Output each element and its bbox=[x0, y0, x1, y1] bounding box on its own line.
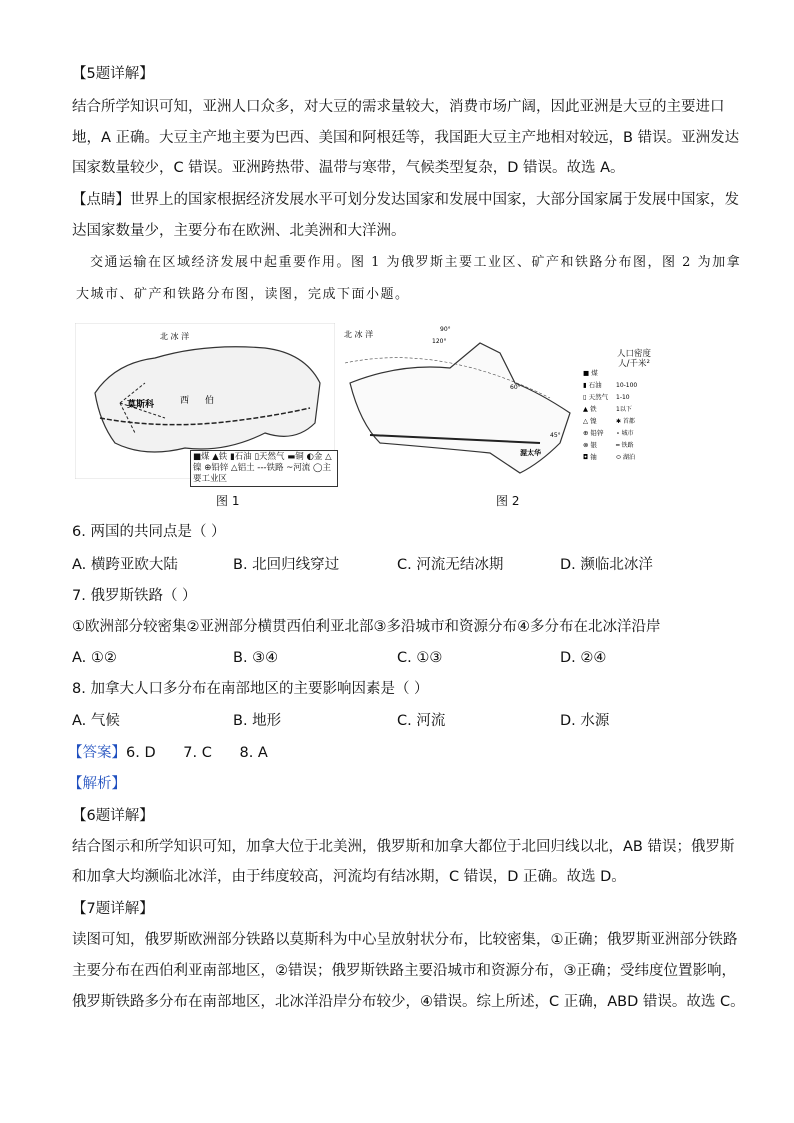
analysis-label: 【解析】 bbox=[68, 776, 126, 792]
question-8-stem: 8. 加拿大人口多分布在南部地区的主要影响因素是（ ） bbox=[72, 681, 429, 697]
q6-option-d: D. 濒临北冰洋 bbox=[560, 557, 653, 573]
q7-line: 主要分布在西伯利亚南部地区，②错误；俄罗斯铁路主要沿城市和资源分布，③正确；受纬度位置影响， bbox=[72, 963, 736, 979]
q7-option-c: C. ①③ bbox=[397, 650, 443, 666]
q7-heading: 【7题详解】 bbox=[72, 901, 154, 917]
map-label: 西 bbox=[180, 396, 190, 406]
q6-heading: 【6题详解】 bbox=[72, 808, 154, 824]
answer-value: 6. D 7. C 8. A bbox=[126, 745, 268, 761]
legend-item: ■ 煤 bbox=[583, 369, 598, 377]
map-label: 90° bbox=[440, 326, 451, 333]
q7-option-d: D. ②④ bbox=[560, 650, 607, 666]
map-label: 45° bbox=[550, 432, 561, 439]
map-label: 渥太华 bbox=[520, 449, 541, 457]
answer-label: 【答案】 bbox=[68, 745, 126, 761]
legend-left bbox=[583, 368, 609, 461]
q6-line: 和加拿大均濒临北冰洋，由于纬度较高，河流均有结冰期，C 错误，D 正确。故选 D。 bbox=[72, 869, 626, 885]
legend-item: ⊕ 铅锌 bbox=[583, 429, 604, 437]
q7-line: 读图可知，俄罗斯欧洲部分铁路以莫斯科为中心呈放射状分布，比较密集，①正确；俄罗斯亚洲部分铁路 bbox=[72, 932, 738, 948]
legend-item: ▯ 天然气 bbox=[583, 393, 609, 401]
legend-item: ⊗ 银 bbox=[583, 441, 598, 449]
map-label: 莫斯科 bbox=[127, 400, 155, 410]
legend-item: ━ 铁路 bbox=[616, 442, 634, 449]
legend-item: ✱ 首都 bbox=[616, 418, 635, 425]
q7-option-a: A. ①② bbox=[72, 650, 117, 666]
q5-line: 地，A 正确。大豆主产地主要为巴西、美国和阿根廷等，我国距大豆主产地相对较远，B 错误。亚洲发达 bbox=[72, 130, 740, 146]
legend-item: 1-10 bbox=[616, 394, 630, 401]
q6-line: 结合图示和所学知识可知，加拿大位于北美洲，俄罗斯和加拿大都位于北回归线以北，AB 错误；俄罗斯 bbox=[72, 839, 735, 855]
legend-item: ▲ 铁 bbox=[583, 405, 597, 413]
q6-option-b: B. 北回归线穿过 bbox=[233, 557, 340, 573]
legend-right bbox=[615, 382, 637, 461]
question-7-stem: 7. 俄罗斯铁路（ ） bbox=[72, 588, 197, 604]
legend-item: △ 镍 bbox=[583, 417, 597, 425]
legend-item: ⬭ 湖泊 bbox=[616, 454, 636, 461]
map-label: 伯 bbox=[205, 396, 215, 406]
q6-option-c: C. 河流无结冰期 bbox=[397, 557, 504, 573]
q8-option-c: C. 河流 bbox=[397, 713, 446, 729]
q5-line: 国家数量较少，C 错误。亚洲跨热带、温带与寒带，气候类型复杂，D 错误。故选 A。 bbox=[72, 160, 625, 176]
q7-option-b: B. ③④ bbox=[233, 650, 279, 666]
legend-item: 10-100 bbox=[616, 382, 638, 389]
q5-heading: 【5题详解】 bbox=[72, 66, 154, 82]
map-label: 北 冰 洋 bbox=[160, 332, 190, 341]
legend-item: ▮ 石油 bbox=[583, 381, 602, 389]
map-label: 60° bbox=[510, 384, 521, 391]
legend-item: ◘ 铀 bbox=[583, 453, 597, 461]
legend-item: ∘ 城市 bbox=[616, 430, 634, 437]
tip-label: 【点睛】 bbox=[72, 192, 130, 208]
q8-option-a: A. 气候 bbox=[72, 713, 120, 729]
intro-line: 大城市、矿产和铁路分布图，读图，完成下面小题。 bbox=[76, 287, 410, 302]
legend-item: 1以下 bbox=[616, 406, 632, 413]
map-label: 120° bbox=[432, 338, 447, 345]
q7-line: 俄罗斯铁路多分布在南部地区，北冰洋沿岸分布较少，④错误。综上所述，C 正确，ABD 错误。故选 C。 bbox=[72, 994, 745, 1010]
question-7-statement: ①欧洲部分较密集②亚洲部分横贯西伯利亚北部③多沿城市和资源分布④多分布在北冰洋沿岸 bbox=[72, 619, 661, 635]
q8-option-d: D. 水源 bbox=[560, 713, 610, 729]
legend-title: 人口密度 人/千米² bbox=[612, 349, 656, 369]
tip-line: 达国家数量少，主要分布在欧洲、北美洲和大洋洲。 bbox=[72, 223, 406, 239]
map-label: 北 冰 洋 bbox=[344, 330, 374, 339]
q8-option-b: B. 地形 bbox=[233, 713, 282, 729]
answer-line bbox=[68, 743, 268, 763]
figure-1-caption: 图 1 bbox=[216, 494, 240, 508]
map-legend: ■煤 ▲铁 ▮石油 ▯天然气 ▬铜 ◐金 △镍 ⊕铅锌 △铝土 ---铁路 ~河流 ◯主要工业区 bbox=[190, 450, 338, 487]
q5-line: 结合所学知识可知，亚洲人口众多，对大豆的需求量较大，消费市场广阔，因此亚洲是大豆的主要进口 bbox=[72, 99, 725, 115]
q6-option-a: A. 横跨亚欧大陆 bbox=[72, 557, 178, 573]
figure-2-caption: 图 2 bbox=[496, 494, 520, 508]
intro-line: 交通运输在区域经济发展中起重要作用。图 1 为俄罗斯主要工业区、矿产和铁路分布图，图 2 为加拿 bbox=[90, 255, 742, 270]
figure-2-canada-map bbox=[340, 323, 650, 479]
tip-line bbox=[72, 190, 739, 210]
question-6-stem: 6. 两国的共同点是（ ） bbox=[72, 524, 226, 540]
tip-text: 世界上的国家根据经济发展水平可划分发达国家和发展中国家，大部分国家属于发展中国家，发 bbox=[130, 192, 739, 208]
